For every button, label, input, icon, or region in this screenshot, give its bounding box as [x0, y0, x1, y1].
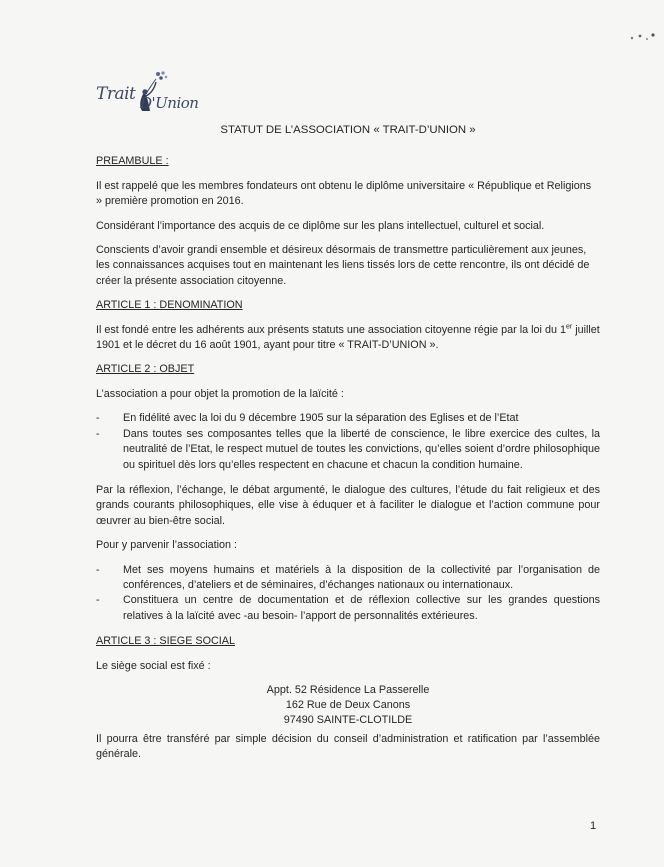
preambule-paragraph-3: Conscients d’avoir grandi ensemble et désireux désormais de transmettre particulièrement aux jeunes, les connaissances acquises tout en maintenant les liens tissés lors de cette rencontre, ils ont décidé de créer la présente association citoyenne.	[96, 244, 590, 287]
head-office-address	[96, 683, 600, 728]
statute-body	[96, 120, 600, 772]
article-2-list-2	[96, 563, 600, 625]
article-2-intro-2: Pour y parvenir l’association :	[96, 539, 238, 552]
article-1-text-b: juillet 1901 et le décret du 16 août 1901, ayant pour titre « TRAIT-D’UNION ».	[96, 323, 600, 352]
list-item: - Constituera un centre de documentation et de réflexion collective sur les grandes questions relatives à la laïcité avec -au besoin- l’apport de personnalités extérieures.	[123, 593, 600, 624]
address-line-3: 97490 SAINTE-CLOTILDE	[283, 713, 413, 726]
preambule-paragraph-2: Considérant l’importance des acquis de ce diplôme sur les plans intellectuel, culturel et social.	[96, 219, 545, 232]
article-2-paragraph: Par la réflexion, l’échange, le débat argumenté, le dialogue des cultures, l’étude du fait religieux et des grands courants philosophiques, elle vise à éduquer et à faciliter le dialogue et l’action commune pour œuvrer au bien-être social.	[96, 483, 600, 527]
address-line-2: 162 Rue de Deux Canons	[285, 698, 411, 711]
logo-word-trait: Trait	[96, 84, 136, 104]
document-title: STATUT DE L’ASSOCIATION « TRAIT-D’UNION »	[220, 124, 476, 136]
article-3-heading: ARTICLE 3 : SIEGE SOCIAL	[96, 635, 236, 648]
list-item: - En fidélité avec la loi du 9 décembre 1905 sur la séparation des Eglises et de l’Etat	[123, 411, 600, 426]
preambule-paragraph-1: Il est rappelé que les membres fondateurs ont obtenu le diplôme universitaire « République et Religions » première promotion en 2016.	[96, 179, 592, 208]
article-1-paragraph	[96, 323, 600, 354]
page-number: 1	[590, 820, 597, 832]
article-2-heading: ARTICLE 2 : OBJET	[96, 363, 195, 376]
list-item: - Met ses moyens humains et matériels à la disposition de la collectivité par l’organisation de conférences, d’ateliers et de séminaires, d’échanges nationaux ou internationaux.	[123, 563, 600, 594]
preambule-heading: PREAMBULE :	[96, 155, 169, 168]
article-2-intro: L’association a pour objet la promotion de la laïcité :	[96, 387, 344, 400]
article-3-intro: Le siège social est fixé :	[96, 659, 211, 672]
article-1-superscript: er	[565, 323, 573, 331]
article-2-list-1	[96, 411, 600, 473]
article-3-transfer-clause: Il pourra être transféré par simple décision du conseil d’administration et ratification par l’assemblée générale.	[96, 732, 600, 761]
list-item: - Dans toutes ses composantes telles que la liberté de conscience, le libre exercice des cultes, la neutralité de l’Etat, le respect mutuel de toutes les convictions, qu’elles soient d’ordre philosophique ou spirituel dès lors qu’elles respectent en chacune et chacun la condition humaine.	[123, 427, 600, 473]
trait-dunion-logo	[92, 70, 202, 122]
address-line-1: Appt. 52 Résidence La Passerelle	[266, 683, 430, 696]
article-1-heading: ARTICLE 1 : DENOMINATION	[96, 299, 243, 312]
article-1-text-a: Il est fondé entre les adhérents aux présents statuts une association citoyenne régie par la loi du 1	[96, 323, 566, 336]
scan-speck-marks	[628, 30, 658, 44]
logo-word-dunion: D'Union	[140, 94, 199, 112]
